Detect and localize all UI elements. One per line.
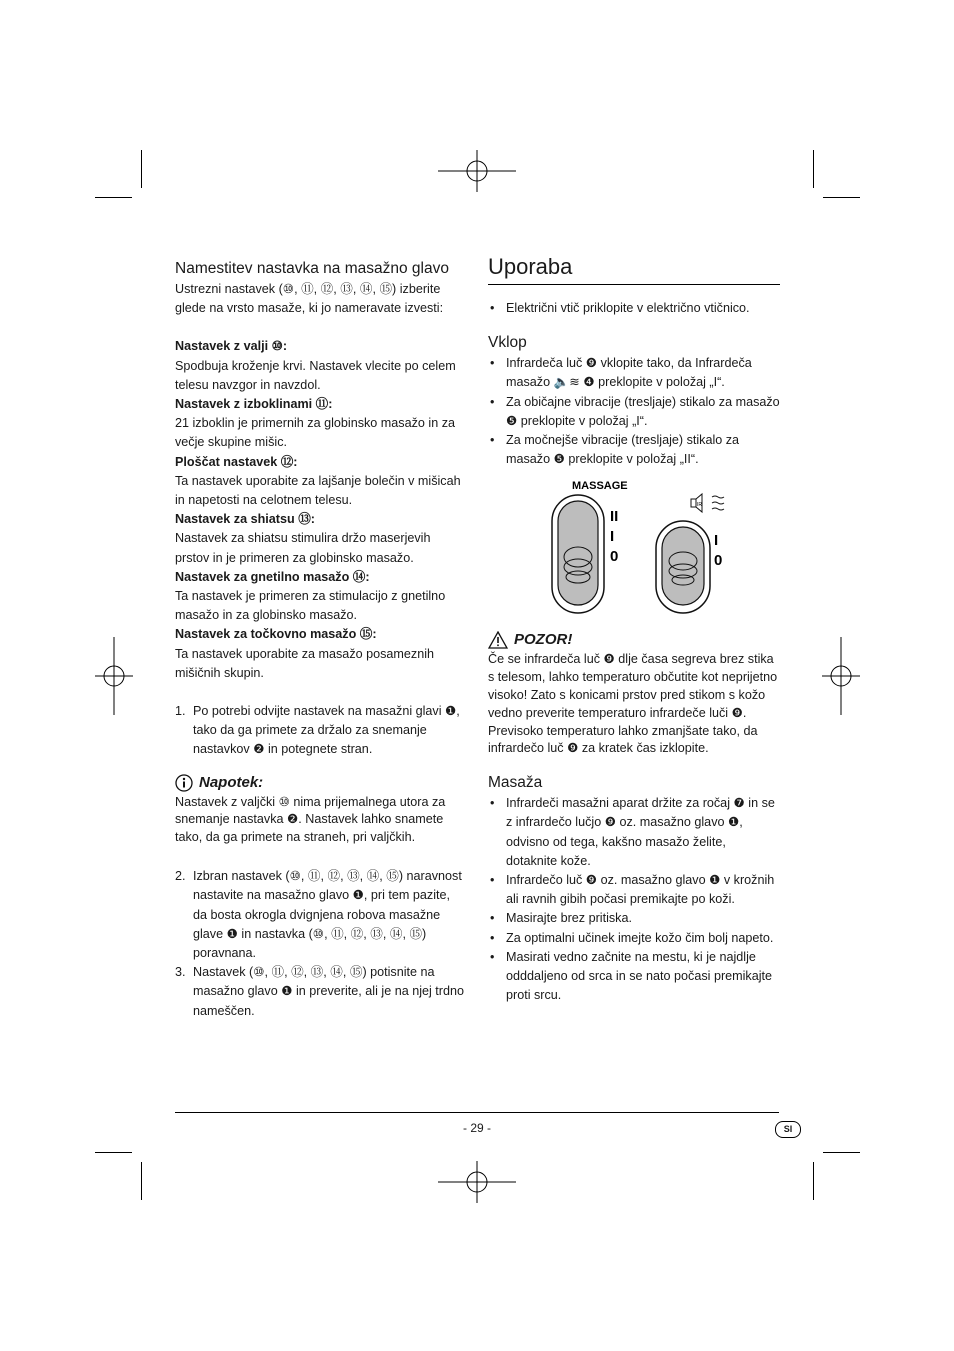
language-badge: SI: [775, 1121, 801, 1138]
attachment-text: Nastavek za shiatsu stimulira držo maserjevih prstov in je primeren za globinsko masažo.: [175, 531, 431, 565]
note-heading: [175, 772, 467, 794]
crop-mark: [95, 1152, 132, 1153]
switch-position-label: 0: [610, 548, 619, 566]
switch-position-label: I: [714, 532, 719, 550]
list-item: • Za optimalni učinek imejte kožo čim bolj napeto.: [488, 929, 780, 948]
registration-mark-bottom: [438, 1161, 516, 1203]
attachment-title: Nastavek z valji ⑩:: [175, 339, 288, 354]
page-number: - 29 -: [462, 1121, 491, 1135]
step-number: 3.: [175, 965, 186, 980]
switch-position-label: I: [610, 528, 615, 546]
step-text: Izbran nastavek (⑩, ⑪, ⑫, ⑬, ⑭, ⑮) naravnost nastavite na masažno glavo ❶, pri tem pazite, da bosta okrogla dvignjena robova masažne glave ❶ in nastavka (⑩, ⑪, ⑫, ⑬, ⑭, ⑮) poravnana.: [193, 869, 462, 960]
attachment-text: Ta nastavek uporabite za masažo posameznih mišičnih skupin.: [175, 646, 435, 680]
masaza-list: [488, 794, 780, 1005]
step-text: Nastavek (⑩, ⑪, ⑫, ⑬, ⑭, ⑮) potisnite na masažno glavo ❶ in preverite, ali je na njej trdno nameščen.: [193, 965, 465, 1018]
switch-position-label: 0: [714, 552, 723, 570]
left-column: [175, 258, 467, 1021]
massage-switch-slider: [558, 501, 598, 605]
warning-text: Če se infrardeča luč ❾ dlje časa segreva brez stika s telesom, lahko temperaturo občutite kot neprijetno visoko! Zato s konicami prstov pred stikom s kožo vedno preverite temperaturo infrardeče luči ❾. Previsoko temperaturo lahko zmanjšate tako, da infrardečo luč ❾ za kratek čas izklopite.: [488, 652, 778, 756]
list-item: • Masirajte brez pritiska.: [488, 909, 780, 928]
list-item: • Za običajne vibracije (tresljaje) stikalo za masažo ❺ preklopite v položaj „I“.: [488, 393, 780, 431]
crop-mark: [813, 150, 814, 188]
page-title: Uporaba: [488, 252, 780, 285]
attachment-title: Ploščat nastavek ⑫:: [175, 454, 298, 469]
registration-mark-top: [438, 150, 516, 192]
step-item: [175, 963, 467, 1021]
section-heading: Namestitev nastavka na masažno glavo: [175, 260, 449, 277]
step-item: [175, 702, 467, 760]
attachment-list: [175, 337, 467, 683]
step-item: [175, 867, 467, 963]
massage-label: MASSAGE: [572, 480, 628, 493]
warning-icon: [488, 631, 508, 649]
switch-figure: [488, 477, 780, 619]
step-number: 2.: [175, 869, 186, 884]
intro-text: Ustrezni nastavek (⑩, ⑪, ⑫, ⑬, ⑭, ⑮) izberite glede na vrsto masaže, ki jo nameravate izvesti:: [175, 282, 444, 316]
crop-mark: [823, 1152, 860, 1153]
attachment-text: Ta nastavek je primeren za stimulacijo z gnetilno masažo in za globinsko masažo.: [175, 589, 446, 623]
attachment-title: Nastavek za shiatsu ⑬:: [175, 512, 315, 527]
vklop-list: [488, 354, 780, 469]
list-item: • Za močnejše vibracije (tresljaje) stikalo za masažo ❺ preklopite v položaj „II“.: [488, 431, 780, 469]
list-item: • Infrardečo luč ❾ oz. masažno glavo ❶ v krožnih ali ravnih gibih počasi premikajte po koži.: [488, 871, 780, 909]
crop-mark: [823, 197, 860, 198]
svg-text:IR: IR: [697, 502, 702, 509]
right-column: [488, 252, 780, 1005]
crop-mark: [813, 1162, 814, 1200]
footer-divider: [175, 1112, 779, 1113]
step-text: Po potrebi odvijte nastavek na masažni glavi ❶, tako da ga primete za držalo za snemanje nastavkov ❷ in potegnete stran.: [193, 704, 460, 757]
attachment-text: 21 izboklin je primernih za globinsko masažo in za večje skupine mišic.: [175, 416, 456, 450]
crop-mark: [95, 197, 132, 198]
attachment-text: Spodbuja kroženje krvi. Nastavek vlecite po celem telesu navzgor in navzdol.: [175, 358, 456, 392]
step-number: 1.: [175, 704, 186, 719]
warning-title: POZOR!: [514, 631, 573, 649]
list-item: • Električni vtič priklopite v električno vtičnico.: [488, 299, 780, 318]
registration-mark-left: [95, 637, 133, 715]
info-icon: [175, 774, 193, 792]
list-item: • Infrardeči masažni aparat držite za ročaj ❼ in se z infrardečo lučjo ❾ oz. masažno glavo ❶, odvisno od tega, kakšno masažo želite, dotaknite kože.: [488, 794, 780, 871]
warning-heading: [488, 629, 780, 651]
section-heading: Vklop: [488, 334, 527, 352]
attachment-title: Nastavek za točkovno masažo ⑮:: [175, 627, 377, 642]
ir-switch-slider: [662, 527, 704, 605]
crop-mark: [141, 150, 142, 188]
switch-position-label: II: [610, 508, 619, 526]
attachment-title: Nastavek za gnetilno masažo ⑭:: [175, 569, 370, 584]
note-title: Napotek:: [199, 773, 264, 791]
note-text: Nastavek z valjčki ⑩ nima prijemalnega utora za snemanje nastavka ❷. Nastavek lahko snamete tako, da ga primete na straneh, pri valjčkih.: [175, 794, 446, 844]
registration-mark-right: [822, 637, 860, 715]
list-item: • Infrardeča luč ❾ vklopite tako, da Infrardeča masažo 🔈≋ ❹ preklopite v položaj „I“.: [488, 354, 780, 392]
ir-speaker-icon: [691, 494, 724, 512]
attachment-text: Ta nastavek uporabite za lajšanje bolečin v mišicah in napetosti na celotnem telesu.: [175, 473, 461, 508]
crop-mark: [141, 1162, 142, 1200]
attachment-title: Nastavek z izboklinami ⑪:: [175, 397, 333, 412]
list-item: • Masirati vedno začnite na mestu, ki je najdlje odddaljeno od srca in se nato počasi premikajte proti srcu.: [488, 948, 780, 1006]
section-heading: Masaža: [488, 774, 543, 792]
